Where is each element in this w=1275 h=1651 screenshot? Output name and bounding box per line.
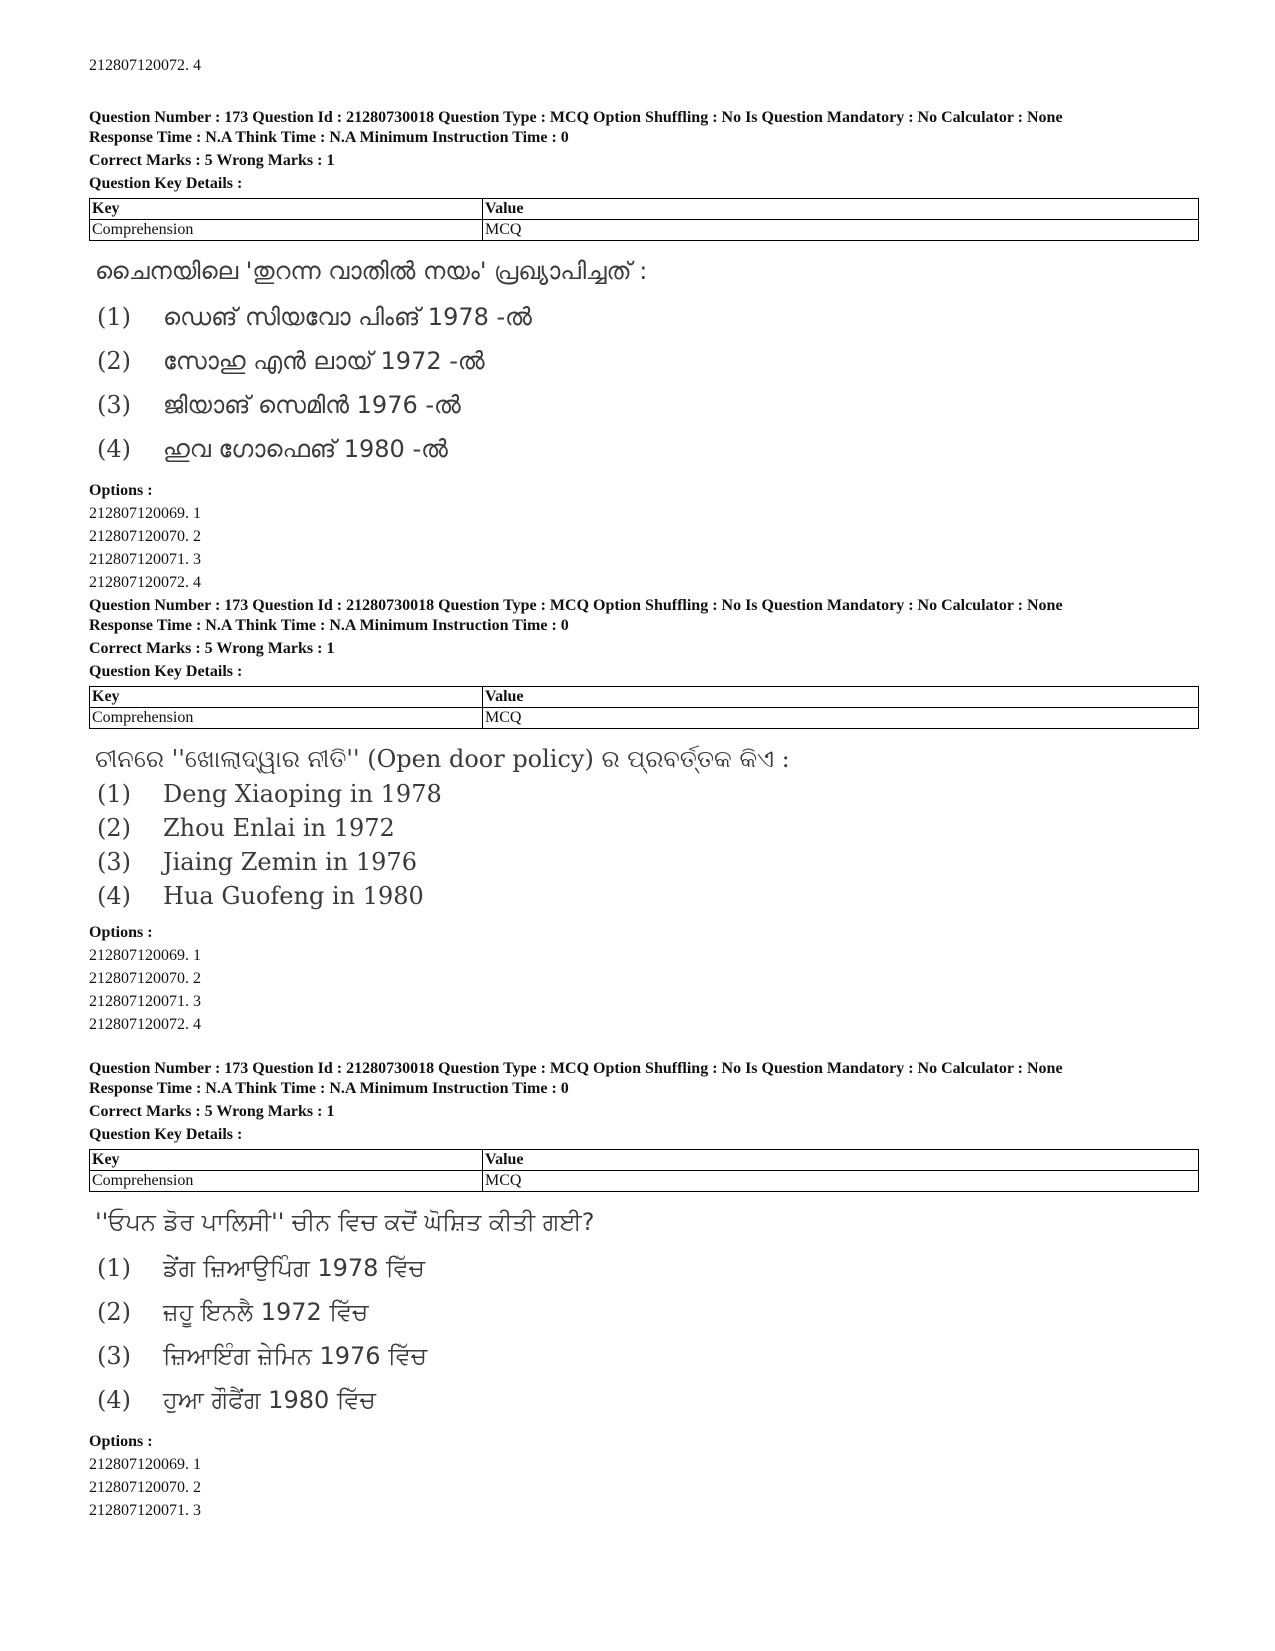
choice-number: (2) — [97, 347, 131, 375]
key-cell: Comprehension — [90, 1171, 483, 1192]
key-header: Key — [90, 687, 483, 708]
key-cell: Comprehension — [90, 220, 483, 241]
value-cell: MCQ — [483, 708, 1199, 729]
top-option-line: 212807120072. 4 — [89, 57, 201, 74]
question-block-1 — [89, 108, 1199, 593]
question-timing: Response Time : N.A Think Time : N.A Minimum Instruction Time : 0 — [89, 1080, 569, 1097]
value-header: Value — [483, 199, 1199, 220]
choice-text: Zhou Enlai in 1972 — [163, 814, 395, 842]
options-label: Options : — [89, 482, 153, 499]
choice-3 — [97, 383, 1199, 427]
key-header: Key — [90, 1150, 483, 1171]
choice-text: ਜ਼ਿਆਇੰਗ ਜ਼ੇਮਿਨ 1976 ਵਿੱਚ — [163, 1342, 428, 1370]
option-id-line: 212807120070. 2 — [89, 970, 201, 987]
choice-text: ਹੁਆ ਗੌਫੈਂਗ 1980 ਵਿੱਚ — [163, 1386, 376, 1414]
value-cell: MCQ — [483, 1171, 1199, 1192]
option-id-line: 212807120072. 4 — [89, 1016, 201, 1033]
choice-2 — [97, 1290, 1199, 1334]
option-id-line: 212807120071. 3 — [89, 993, 201, 1010]
choice-4 — [97, 1378, 1199, 1422]
question-content — [89, 743, 1199, 913]
choice-text: ജിയാങ് സെമിൻ 1976 -ൽ — [163, 391, 461, 419]
choice-4 — [97, 427, 1199, 471]
choice-2 — [97, 811, 1199, 845]
choice-1 — [97, 1246, 1199, 1290]
choice-number: (3) — [97, 848, 131, 876]
key-details-table — [89, 1149, 1199, 1192]
question-timing: Response Time : N.A Think Time : N.A Minimum Instruction Time : 0 — [89, 129, 569, 146]
options-label: Options : — [89, 1433, 153, 1450]
choice-number: (4) — [97, 1386, 131, 1414]
option-id-line: 212807120070. 2 — [89, 528, 201, 545]
choice-number: (2) — [97, 814, 131, 842]
choice-text: Deng Xiaoping in 1978 — [163, 780, 442, 808]
question-stem: ''ਓਪਨ ਡੋਰ ਪਾਲਿਸੀ'' ਚੀਨ ਵਿਚ ਕਦੋਂ ਘੋਸ਼ਿਤ ਕੀਤੀ ਗਈ? — [95, 1208, 595, 1236]
question-stem: ଚୀନରେ ''ଖୋଲାଦ୍ୱାର ନୀତି'' (Open door policy) ର ପ୍ରବର୍ତ୍ତକ କିଏ : — [95, 745, 790, 773]
key-details-table — [89, 686, 1199, 729]
question-content — [89, 1206, 1199, 1422]
choice-number: (1) — [97, 303, 131, 331]
value-header: Value — [483, 1150, 1199, 1171]
question-timing: Response Time : N.A Think Time : N.A Minimum Instruction Time : 0 — [89, 617, 569, 634]
choice-text: ਜ਼ਹੂ ਇਨਲੈ 1972 ਵਿੱਚ — [163, 1298, 369, 1326]
choice-3 — [97, 1334, 1199, 1378]
choice-1 — [97, 295, 1199, 339]
choice-text: സോഹു എൻ ലായ് 1972 -ൽ — [163, 347, 485, 375]
question-content — [89, 255, 1199, 471]
key-details-label: Question Key Details : — [89, 1126, 243, 1143]
choice-4 — [97, 879, 1199, 913]
option-id-line: 212807120069. 1 — [89, 1456, 201, 1473]
question-header: Question Number : 173 Question Id : 21280730018 Question Type : MCQ Option Shuffling : No Is Question Mandatory : No Calculator : None — [89, 597, 1063, 614]
choice-text: Jiaing Zemin in 1976 — [163, 848, 417, 876]
option-id-line: 212807120069. 1 — [89, 947, 201, 964]
question-header: Question Number : 173 Question Id : 21280730018 Question Type : MCQ Option Shuffling : No Is Question Mandatory : No Calculator : None — [89, 109, 1063, 126]
question-marks: Correct Marks : 5 Wrong Marks : 1 — [89, 152, 335, 169]
option-id-line: 212807120069. 1 — [89, 505, 201, 522]
key-details-label: Question Key Details : — [89, 175, 243, 192]
key-header: Key — [90, 199, 483, 220]
key-cell: Comprehension — [90, 708, 483, 729]
choice-number: (3) — [97, 1342, 131, 1370]
choice-1 — [97, 777, 1199, 811]
choice-text: ഹുവ ഗോഫെങ് 1980 -ൽ — [163, 435, 448, 463]
choice-number: (4) — [97, 435, 131, 463]
option-id-line: 212807120070. 2 — [89, 1479, 201, 1496]
choice-2 — [97, 339, 1199, 383]
question-stem: ചൈനയിലെ 'തുറന്ന വാതിൽ നയം' പ്രഖ്യാപിച്ചത് : — [95, 257, 648, 285]
choice-number: (1) — [97, 780, 131, 808]
choice-number: (1) — [97, 1254, 131, 1282]
choice-3 — [97, 845, 1199, 879]
value-header: Value — [483, 687, 1199, 708]
choice-number: (4) — [97, 882, 131, 910]
option-id-line: 212807120072. 4 — [89, 574, 201, 591]
key-details-table — [89, 198, 1199, 241]
question-block-3 — [89, 1059, 1199, 1521]
option-id-line: 212807120071. 3 — [89, 1502, 201, 1519]
question-marks: Correct Marks : 5 Wrong Marks : 1 — [89, 640, 335, 657]
choice-text: ਡੇਂਗ ਜ਼ਿਆਉਪਿੰਗ 1978 ਵਿੱਚ — [163, 1254, 425, 1282]
choice-number: (3) — [97, 391, 131, 419]
options-label: Options : — [89, 924, 153, 941]
question-header: Question Number : 173 Question Id : 21280730018 Question Type : MCQ Option Shuffling : No Is Question Mandatory : No Calculator : None — [89, 1060, 1063, 1077]
choice-number: (2) — [97, 1298, 131, 1326]
question-marks: Correct Marks : 5 Wrong Marks : 1 — [89, 1103, 335, 1120]
option-id-line: 212807120071. 3 — [89, 551, 201, 568]
question-block-2 — [89, 596, 1199, 1035]
key-details-label: Question Key Details : — [89, 663, 243, 680]
choice-text: Hua Guofeng in 1980 — [163, 882, 424, 910]
choice-text: ഡെങ് സിയവോ പിംങ് 1978 -ൽ — [163, 303, 532, 331]
value-cell: MCQ — [483, 220, 1199, 241]
